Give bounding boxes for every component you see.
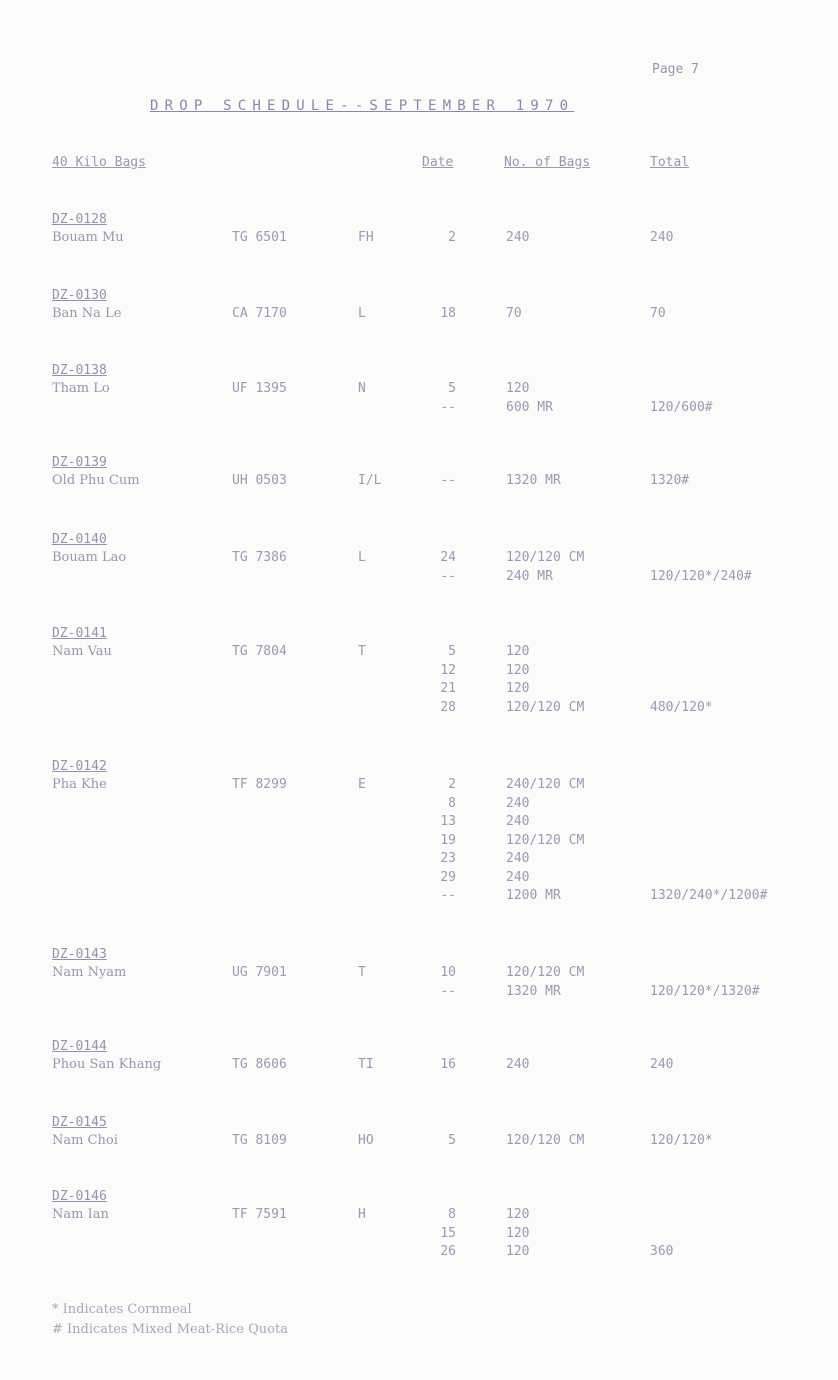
page-number: Page 7: [652, 62, 699, 77]
site-code: TI: [358, 1057, 374, 1072]
row-total: 120/120*/1320#: [650, 983, 760, 999]
site-code: E: [358, 777, 366, 792]
drop-zone-code: DZ-0143: [52, 947, 107, 962]
bag-count: 120: [506, 1244, 530, 1259]
bag-count: 240: [506, 1057, 530, 1072]
footnote-mixed-quota: # Indicates Mixed Meat-Rice Quota: [52, 1322, 288, 1337]
grid-reference: TG 7804: [232, 644, 287, 659]
drop-date: 26: [440, 1244, 456, 1259]
bag-count: 240: [506, 230, 530, 245]
drop-date: 21: [440, 681, 456, 696]
bag-count: 1200 MR: [506, 888, 561, 903]
row-total: 70: [650, 306, 666, 321]
row-total: 120/120*: [650, 1133, 713, 1148]
site-code: L: [358, 306, 366, 321]
grid-reference: TG 7386: [232, 550, 287, 565]
drop-date: 2: [448, 777, 456, 792]
drop-zone-code: DZ-0146: [52, 1189, 107, 1204]
drop-date: 28: [440, 699, 456, 715]
document-title: DROP SCHEDULE--SEPTEMBER 1970: [150, 98, 575, 114]
drop-zone-name: Nam Ian: [52, 1207, 109, 1222]
drop-zone-name: Nam Nyam: [52, 965, 127, 980]
drop-date: 8: [448, 1207, 456, 1222]
bag-count: 240: [506, 814, 530, 829]
drop-date: --: [440, 983, 456, 999]
row-total: 1320#: [650, 473, 690, 488]
site-code: H: [358, 1207, 366, 1222]
footnote-cornmeal: * Indicates Cornmeal: [52, 1302, 192, 1317]
drop-date: 10: [440, 965, 456, 980]
drop-zone-name: Phou San Khang: [52, 1057, 162, 1072]
site-code: I/L: [358, 473, 382, 488]
bag-count: 120/120 CM: [506, 699, 585, 715]
row-total: 120/120*/240#: [650, 568, 752, 584]
header-total: Total: [650, 155, 690, 170]
drop-zone-name: Old Phu Cum: [52, 473, 140, 488]
drop-date: 18: [440, 306, 456, 321]
drop-zone-code: DZ-0142: [52, 759, 107, 774]
grid-reference: UH 0503: [232, 473, 287, 488]
drop-date: 15: [440, 1225, 456, 1241]
bag-count: 1320 MR: [506, 473, 561, 488]
row-total: 480/120*: [650, 699, 713, 715]
site-code: FH: [358, 230, 374, 245]
site-code: N: [358, 381, 366, 396]
grid-reference: TF 8299: [232, 777, 287, 792]
drop-date: 13: [440, 814, 456, 829]
bag-count: 120: [506, 1207, 530, 1222]
drop-date: 8: [448, 795, 456, 811]
drop-date: --: [440, 568, 456, 584]
bag-count: 120: [506, 1225, 530, 1241]
drop-date: 5: [448, 644, 456, 659]
drop-date: 29: [440, 869, 456, 885]
bag-count: 120/120 CM: [506, 832, 585, 848]
drop-zone-code: DZ-0140: [52, 532, 107, 547]
bag-count: 120: [506, 662, 530, 678]
drop-zone-name: Bouam Lao: [52, 550, 127, 565]
bag-count: 70: [506, 306, 522, 321]
drop-date: 24: [440, 550, 456, 565]
drop-zone-name: Nam Choi: [52, 1133, 118, 1148]
bag-count: 240: [506, 869, 530, 885]
row-total: 1320/240*/1200#: [650, 888, 768, 903]
bag-count: 120/120 CM: [506, 1133, 585, 1148]
drop-zone-code: DZ-0139: [52, 455, 107, 470]
header-number-of-bags: No. of Bags: [504, 155, 591, 170]
grid-reference: TF 7591: [232, 1207, 287, 1222]
drop-zone-name: Nam Vau: [52, 644, 112, 659]
drop-date: --: [440, 473, 456, 488]
drop-zone-code: DZ-0138: [52, 363, 107, 378]
row-total: 360: [650, 1244, 674, 1259]
drop-date: 16: [440, 1057, 456, 1072]
bag-count: 240: [506, 851, 530, 866]
header-bags: 40 Kilo Bags: [52, 155, 146, 170]
drop-zone-code: DZ-0130: [52, 288, 107, 303]
grid-reference: TG 8606: [232, 1057, 287, 1072]
bag-count: 240 MR: [506, 568, 553, 584]
drop-date: 5: [448, 381, 456, 396]
grid-reference: UG 7901: [232, 965, 287, 980]
drop-date: --: [440, 888, 456, 903]
drop-date: 2: [448, 230, 456, 245]
row-total: 240: [650, 230, 674, 245]
drop-zone-name: Tham Lo: [52, 381, 110, 396]
grid-reference: CA 7170: [232, 306, 287, 321]
drop-zone-code: DZ-0145: [52, 1115, 107, 1130]
drop-date: 19: [440, 832, 456, 848]
site-code: L: [358, 550, 366, 565]
bag-count: 120: [506, 381, 530, 396]
drop-date: 23: [440, 851, 456, 866]
grid-reference: TG 8109: [232, 1133, 287, 1148]
drop-date: 5: [448, 1133, 456, 1148]
drop-date: --: [440, 399, 456, 415]
bag-count: 1320 MR: [506, 983, 561, 999]
grid-reference: TG 6501: [232, 230, 287, 245]
drop-zone-code: DZ-0144: [52, 1039, 107, 1054]
site-code: T: [358, 644, 366, 659]
grid-reference: UF 1395: [232, 381, 287, 396]
site-code: T: [358, 965, 366, 980]
header-date: Date: [422, 155, 454, 170]
drop-zone-code: DZ-0128: [52, 212, 107, 227]
bag-count: 240/120 CM: [506, 777, 585, 792]
bag-count: 120/120 CM: [506, 965, 585, 980]
drop-zone-name: Ban Na Le: [52, 306, 122, 321]
site-code: HO: [358, 1133, 374, 1148]
bag-count: 120: [506, 681, 530, 696]
drop-zone-code: DZ-0141: [52, 626, 107, 641]
row-total: 120/600#: [650, 399, 713, 415]
drop-date: 12: [440, 662, 456, 678]
row-total: 240: [650, 1057, 674, 1072]
bag-count: 120/120 CM: [506, 550, 585, 565]
drop-zone-name: Pha Khe: [52, 777, 107, 792]
drop-zone-name: Bouam Mu: [52, 230, 124, 245]
bag-count: 120: [506, 644, 530, 659]
bag-count: 600 MR: [506, 399, 553, 415]
bag-count: 240: [506, 795, 530, 811]
